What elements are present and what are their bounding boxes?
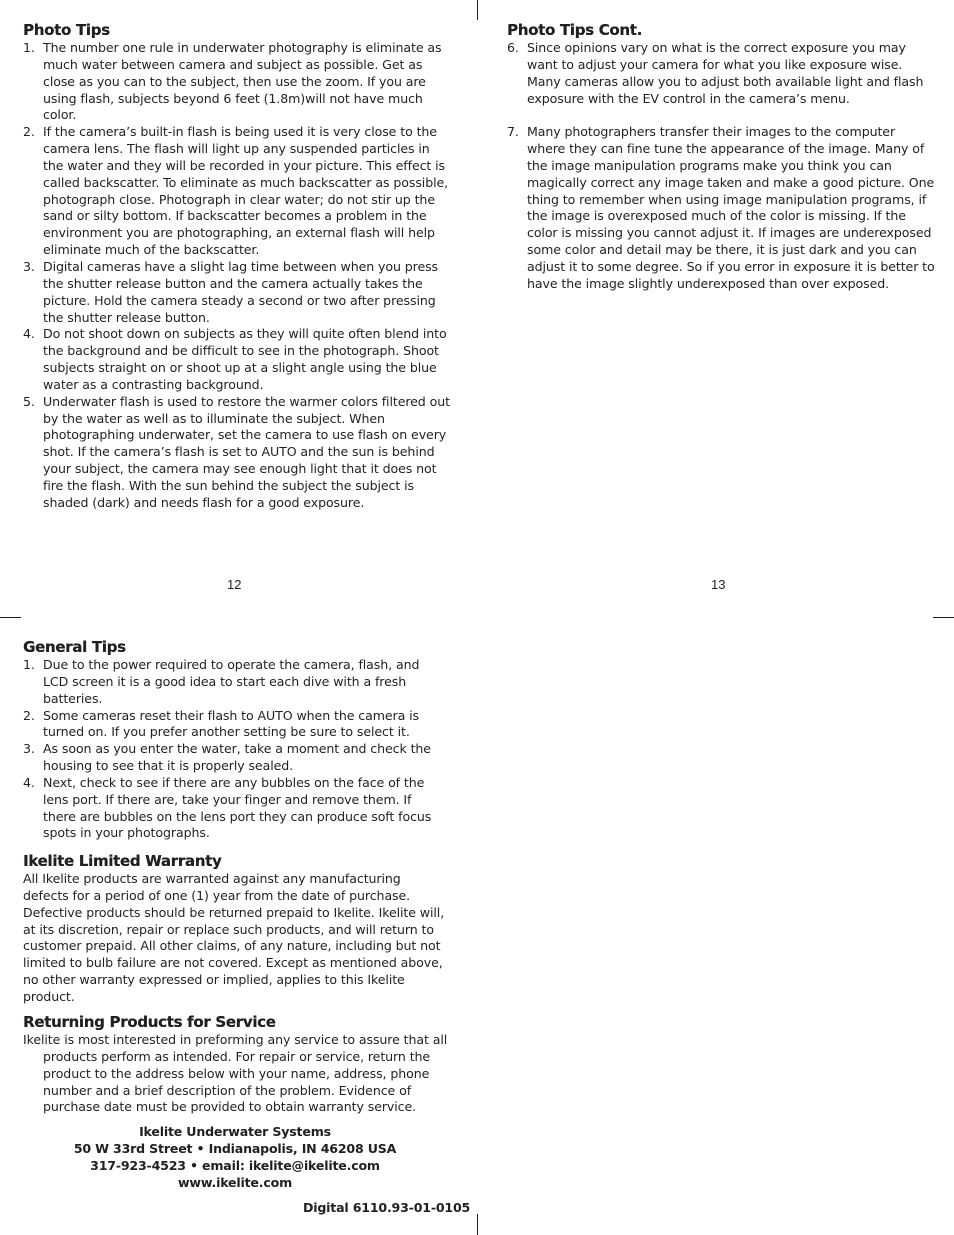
list-item: 6. Since opinions vary on what is the correct exposure you may want to adjust your camera for what you like exposure wise. Many cameras allow you to adjust both available light and flash exposure with the EV control in the camera’s menu.	[507, 40, 924, 106]
list-item: 3. Digital cameras have a slight lag time between when you press the shutter release button and the camera actually takes the picture. Hold the camera steady a second or two after pressing the shutter release button.	[23, 258, 439, 325]
photo-tips-cont-list	[507, 40, 937, 293]
section-heading: Ikelite Limited Warranty	[23, 852, 222, 870]
fold-mark-top	[477, 0, 478, 20]
page-number: 12	[227, 577, 242, 592]
fold-mark-left	[0, 617, 21, 618]
fold-mark-right	[933, 617, 954, 618]
list-item: 4. Do not shoot down on subjects as they will quite often blend into the background and be difficult to see in the photograph. Shoot subjects straight on or shoot up at a slight angle using the blue water as a contrasting background.	[23, 326, 447, 392]
photo-tips-list	[23, 40, 453, 512]
service-section	[23, 1013, 448, 1116]
general-tips-list	[23, 657, 448, 842]
website-link[interactable]: www.ikelite.com	[178, 1175, 292, 1190]
warranty-text: All Ikelite products are warranted against any manufacturing defects for a period of one (1) year from the date of purchase. Defective products should be returned prepaid to Ikelite. Ikelite will, at its discretion, repair or replace such products, and will return to customer prepaid. All other claims, of any nature, including but not limited to bulb failure are not covered. Except as mentioned above, no other warranty expressed or implied, applies to this Ikelite product.	[23, 871, 445, 1004]
list-item: 1. The number one rule in underwater photography is eliminate as much water between camera and subject as possible. Get as close as you can to the subject, then use the zoom. If you are using flash, subjects beyond 6 feet (1.8m)will not have much color.	[23, 40, 442, 123]
list-item: 2. Some cameras reset their flash to AUTO when the camera is turned on. If you prefer another setting be sure to select it.	[23, 707, 419, 740]
service-text: Ikelite is most interested in preforming any service to assure that all products perform as intended. For repair or service, return the product to the address below with your name, address, phone number and a brief description of the problem. Evidence of purchase date must be provided to obtain warranty service.	[23, 1032, 448, 1115]
fold-mark-bottom	[477, 1214, 478, 1235]
page-number: 13	[711, 577, 726, 592]
contact-info: 317-923-4523 • email: ikelite@ikelite.com	[90, 1158, 380, 1173]
section-heading: Photo Tips Cont.	[507, 21, 642, 39]
section-heading: Returning Products for Service	[23, 1013, 276, 1031]
list-item: 7. Many photographers transfer their images to the computer where they can fine tune the appearance of the image. Many of the image manipulation programs make you think you can magically correct any image taken and make a good picture. One thing to remember when using image manipulation programs, if the image is overexposed much of the color is missing. If the color is missing you cannot adjust it. If images are underexposed some color and detail may be there, it is just dark and you can adjust it to some degree. So if you error in exposure it is better to have the image slightly underexposed than over exposed.	[507, 124, 935, 291]
list-item: 3. As soon as you enter the water, take a moment and check the housing to see that it is properly sealed.	[23, 741, 431, 774]
company-name: Ikelite Underwater Systems	[139, 1124, 331, 1139]
photo-tips-section	[23, 21, 453, 512]
warranty-section	[23, 852, 448, 1006]
section-heading: Photo Tips	[23, 21, 110, 39]
section-heading: General Tips	[23, 638, 126, 656]
general-tips-section	[23, 638, 448, 842]
list-item: 5. Underwater flash is used to restore the warmer colors filtered out by the water as well as to illuminate the subject. When photographing underwater, set the camera to use flash on every shot. If the camera’s flash is set to AUTO and the sun is behind your subject, the camera may see enough light that it does not fire the flash. With the sun behind the subject the subject is shaded (dark) and needs flash for a good exposure.	[23, 393, 450, 510]
photo-tips-cont-section	[507, 21, 937, 293]
list-item: 4. Next, check to see if there are any bubbles on the face of the lens port. If there are, take your finger and remove them. If there are bubbles on the lens port they can produce soft focus spots in your photographs.	[23, 774, 432, 841]
list-item: 2. If the camera’s built-in flash is being used it is very close to the camera lens. The flash will light up any suspended particles in the water and they will be recorded in your picture. This effect is called backscatter. To eliminate as much backscatter as possible, photograph close. Photograph in clear water; do not stir up the sand or silty bottom. If backscatter becomes a problem in the environment you are photographing, an external flash will help eliminate much of the backscatter.	[23, 124, 449, 258]
list-item: 1. Due to the power required to operate the camera, flash, and LCD screen it is a good idea to start each dive with a fresh batteries.	[23, 657, 420, 706]
street-address: 50 W 33rd Street • Indianapolis, IN 46208 USA	[73, 1141, 397, 1156]
document-number: Digital 6110.93-01-0105	[303, 1200, 471, 1215]
